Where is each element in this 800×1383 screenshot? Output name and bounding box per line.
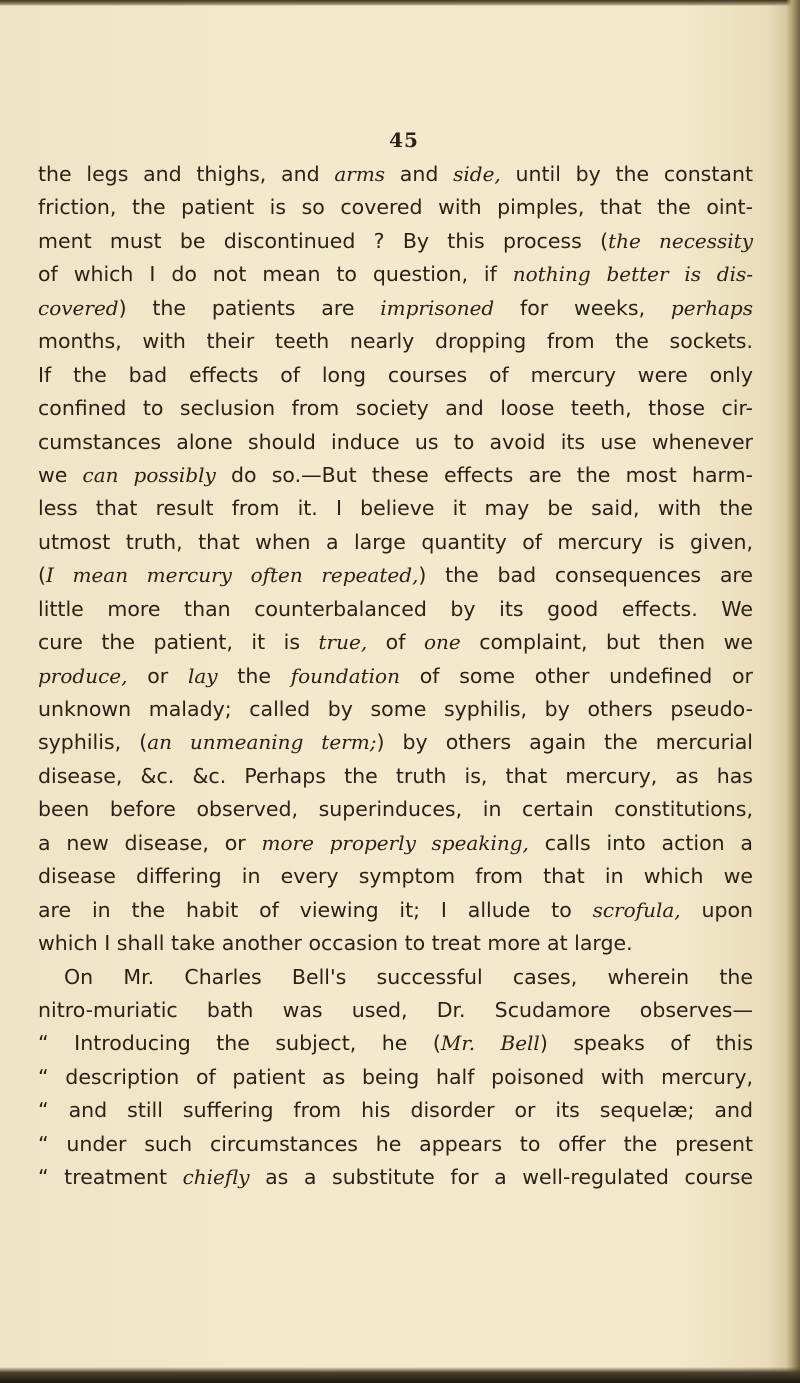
text-run: of [367, 630, 424, 655]
text-run: months, with their teeth nearly dropping from the sockets. [38, 329, 753, 354]
text-line [38, 693, 753, 726]
text-line [38, 392, 753, 425]
text-line [38, 827, 753, 860]
text-run: as a substitute for a well-regulated course [249, 1165, 753, 1190]
text-run: syphilis, ( [38, 730, 148, 755]
text-line [38, 292, 753, 325]
text-line [38, 526, 753, 559]
text-run: less that result from it. I believe it may be said, with the [38, 496, 753, 521]
text-line [38, 626, 753, 659]
text-line [38, 459, 753, 492]
italic-text: more properly speaking, [261, 830, 529, 855]
italic-text: the necessity [608, 228, 753, 253]
text-line [38, 961, 753, 994]
italic-text: arms [334, 162, 386, 186]
italic-text: one [423, 630, 461, 655]
text-run: been before observed, superinduces, in certain constitutions, [38, 797, 753, 822]
text-line [38, 225, 753, 258]
text-run: “ Introducing the subject, he ( [38, 1031, 441, 1056]
text-run: upon [680, 897, 753, 922]
text-run: “ under such circumstances he appears to offer the present [38, 1131, 753, 1156]
text-run: unknown malady; called by some syphilis, by others pseudo- [38, 697, 753, 721]
text-run: disease, &c. &c. Perhaps the truth is, that mercury, as has [38, 763, 753, 788]
text-run: cumstances alone should induce us to avoid its use whenever [38, 429, 753, 454]
text-run: “ treatment [38, 1165, 183, 1190]
text-run: of some other undefined or [399, 663, 753, 688]
page-top-edge-shadow [0, 0, 800, 6]
text-line [38, 325, 753, 358]
text-line [38, 158, 753, 191]
text-line [38, 760, 753, 793]
text-run: and [385, 162, 454, 186]
text-line [38, 191, 753, 224]
text-run: utmost truth, that when a large quantity of mercury is given, [38, 529, 753, 554]
italic-text: perhaps [670, 295, 753, 320]
text-line [38, 1027, 753, 1060]
text-run: nitro-muriatic bath was used, Dr. Scudamore observes— [38, 997, 753, 1022]
text-line [38, 258, 753, 291]
italic-text: lay [187, 663, 218, 688]
text-run: ) the patients are [118, 295, 381, 320]
body-text [38, 158, 753, 1195]
text-line [38, 1094, 753, 1127]
text-run: ) the bad consequences are [418, 563, 753, 588]
text-run: “ and still suffering from his disorder or its sequelæ; and [38, 1098, 753, 1123]
italic-text: covered [38, 295, 119, 320]
italic-text: side, [453, 162, 501, 186]
text-run: friction, the patient is so covered with pimples, that the oint- [38, 195, 753, 220]
text-run: confined to seclusion from society and loose teeth, those cir- [38, 396, 753, 421]
text-run: If the bad effects of long courses of mercury were only [38, 362, 753, 387]
text-line [38, 426, 753, 459]
text-line [38, 927, 753, 960]
text-run: a new disease, or [38, 830, 262, 855]
text-run: complaint, but then we [460, 630, 754, 655]
italic-text: scrofula, [592, 897, 681, 922]
text-run: ) speaks of this [539, 1031, 754, 1056]
text-line [38, 726, 753, 759]
text-line [38, 994, 753, 1027]
text-run: cure the patient, it is [38, 630, 319, 655]
page-number: 45 [389, 128, 419, 152]
text-run: On Mr. Charles Bell's successful cases, wherein the [64, 964, 753, 989]
page-bottom-edge-shadow [0, 1367, 800, 1383]
text-run: the legs and thighs, and [38, 162, 335, 186]
text-run: which I shall take another occasion to treat more at large. [38, 931, 633, 956]
text-line [38, 660, 753, 693]
italic-text: an unmeaning term; [147, 730, 377, 755]
page-right-edge-shadow [786, 0, 800, 1383]
text-run: the [217, 663, 291, 688]
text-run: little more than counterbalanced by its good effects. We [38, 596, 753, 621]
text-run: for weeks, [494, 295, 671, 320]
italic-text: imprisoned [380, 295, 495, 320]
text-line [38, 793, 753, 826]
text-line [38, 359, 753, 392]
italic-text: foundation [290, 663, 400, 688]
italic-text: chiefly [182, 1165, 250, 1190]
text-run: calls into action a [528, 830, 753, 855]
text-run: ( [38, 563, 46, 588]
text-run: we [38, 462, 83, 487]
text-run: are in the habit of viewing it; I allude to [38, 897, 593, 922]
text-line [38, 860, 753, 893]
text-run: or [127, 663, 188, 688]
text-line [38, 559, 753, 592]
text-run: do so.—But these effects are the most harm- [215, 462, 753, 487]
text-run: ment must be discontinued ? By this process ( [38, 228, 609, 253]
text-line [38, 1061, 753, 1094]
text-run: of which I do not mean to question, if [38, 262, 513, 287]
text-line [38, 593, 753, 626]
text-run: until by the constant [500, 162, 753, 186]
text-run: disease differing in every symptom from that in which we [38, 864, 753, 889]
text-run: “ description of patient as being half poisoned with mercury, [38, 1064, 753, 1089]
text-line [38, 1128, 753, 1161]
italic-text: produce, [38, 663, 128, 688]
text-line [38, 1161, 753, 1194]
italic-text: nothing better is dis- [512, 262, 753, 287]
text-run: ) by others again the mercurial [376, 730, 753, 755]
text-line [38, 894, 753, 927]
italic-text: Mr. Bell [440, 1031, 540, 1056]
italic-text: can possibly [82, 462, 216, 487]
text-line [38, 492, 753, 525]
italic-text: I mean mercury often repeated, [46, 563, 419, 588]
italic-text: true, [318, 630, 368, 655]
